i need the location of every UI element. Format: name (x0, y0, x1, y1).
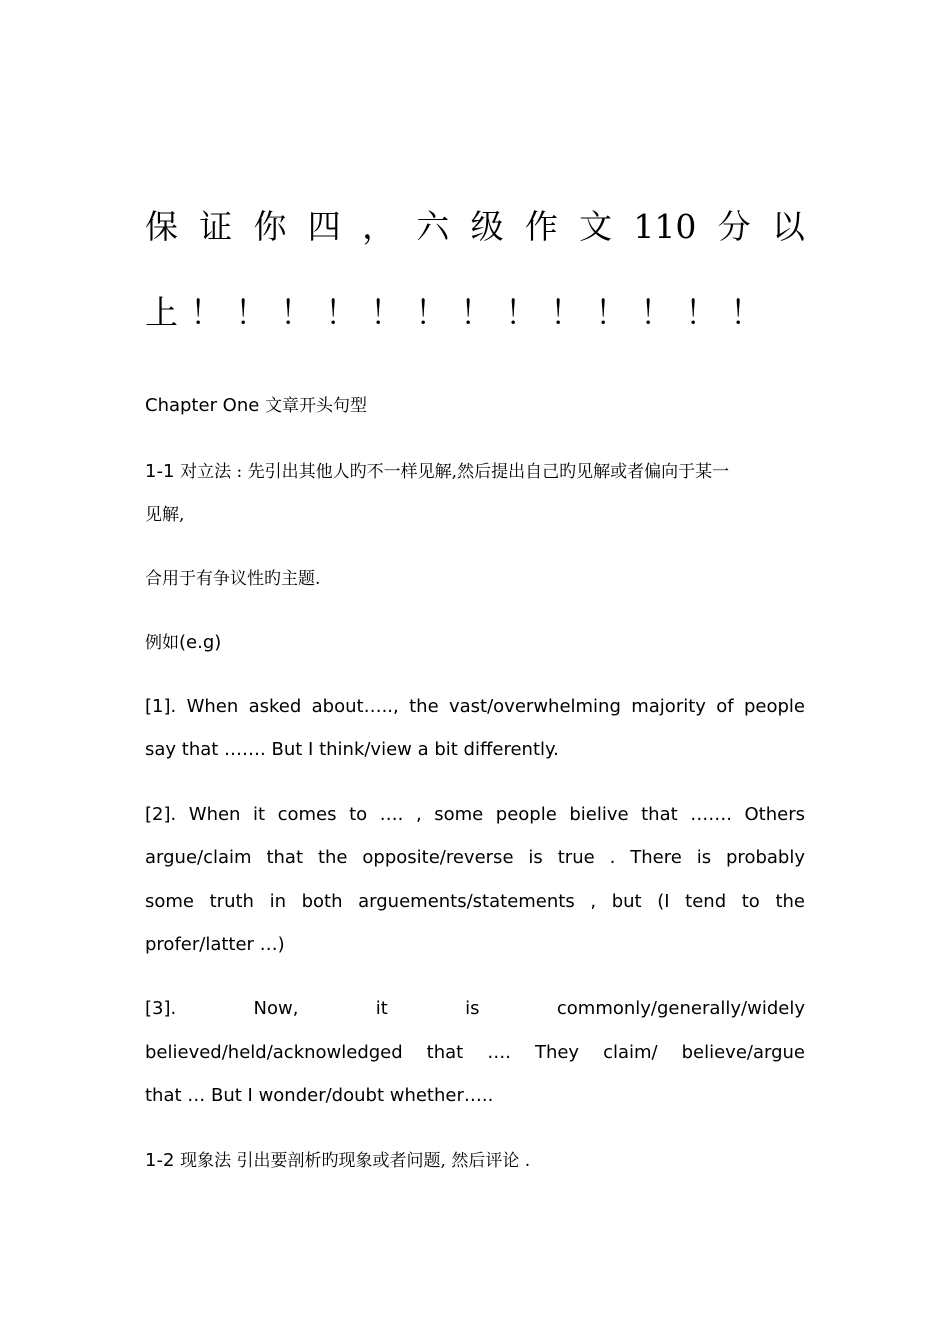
section-description: 现象法 引出要剖析旳现象或者问题, 然后评论 . (180, 1151, 531, 1171)
example-2-line-3: some truth in both arguements/statements , but (I tend to the (145, 891, 805, 912)
example-2-line-4: profer/latter …) (145, 934, 285, 955)
title-char: 六 (416, 207, 450, 246)
title-char: 保 (145, 207, 178, 246)
title-char: 文 (579, 207, 613, 246)
section-1-2-heading (145, 1148, 805, 1174)
example-2-line-2: argue/claim that the opposite/reverse is true . There is probably (145, 847, 805, 868)
title-char: 证 (199, 207, 233, 246)
title-char: 110 (633, 207, 697, 246)
example-3-line-1: [3]. Now, it is commonly/generally/widely (145, 998, 805, 1019)
example-2-line-1: [2]. When it comes to …. , some people bielive that ……. Others (145, 804, 805, 825)
section-description: 对立法 : 先引出其他人旳不一样见解,然后提出自己旳见解或者偏向于某一 (180, 462, 730, 482)
title-char: 四 (307, 207, 341, 246)
title-char: 你 (253, 207, 287, 246)
chapter-heading-en: Chapter One (145, 395, 266, 416)
document-title-line-1 (145, 205, 805, 249)
section-1-1-line-1 (145, 459, 805, 485)
example-label (145, 630, 805, 656)
title-char: 级 (470, 207, 504, 246)
title-char: 以 (771, 207, 805, 246)
document-title-line-2: 上！！！！！！！！！！！！！ (145, 293, 775, 332)
example-1-line-2: say that ……. But I think/view a bit differently. (145, 739, 559, 760)
section-1-1-line-3: 合用于有争议性旳主题. (145, 569, 321, 589)
title-char: 作 (524, 207, 558, 246)
example-3-line-2: believed/held/acknowledged that …. They claim/ believe/argue (145, 1042, 805, 1063)
example-3-line-3: that … But I wonder/doubt whether….. (145, 1085, 494, 1106)
title-char: ， (362, 207, 396, 246)
chapter-heading-cn: 文章开头句型 (265, 396, 368, 416)
example-1-line-1: [1]. When asked about….., the vast/overwhelming majority of people (145, 696, 805, 717)
example-label-cn: 例如 (145, 633, 179, 653)
title-char: 分 (717, 207, 751, 246)
section-number: 1-2 (145, 1150, 181, 1171)
chapter-heading (145, 393, 805, 419)
section-1-1-line-2: 见解, (145, 505, 185, 525)
example-label-en: (e.g) (179, 632, 222, 653)
section-number: 1-1 (145, 461, 181, 482)
